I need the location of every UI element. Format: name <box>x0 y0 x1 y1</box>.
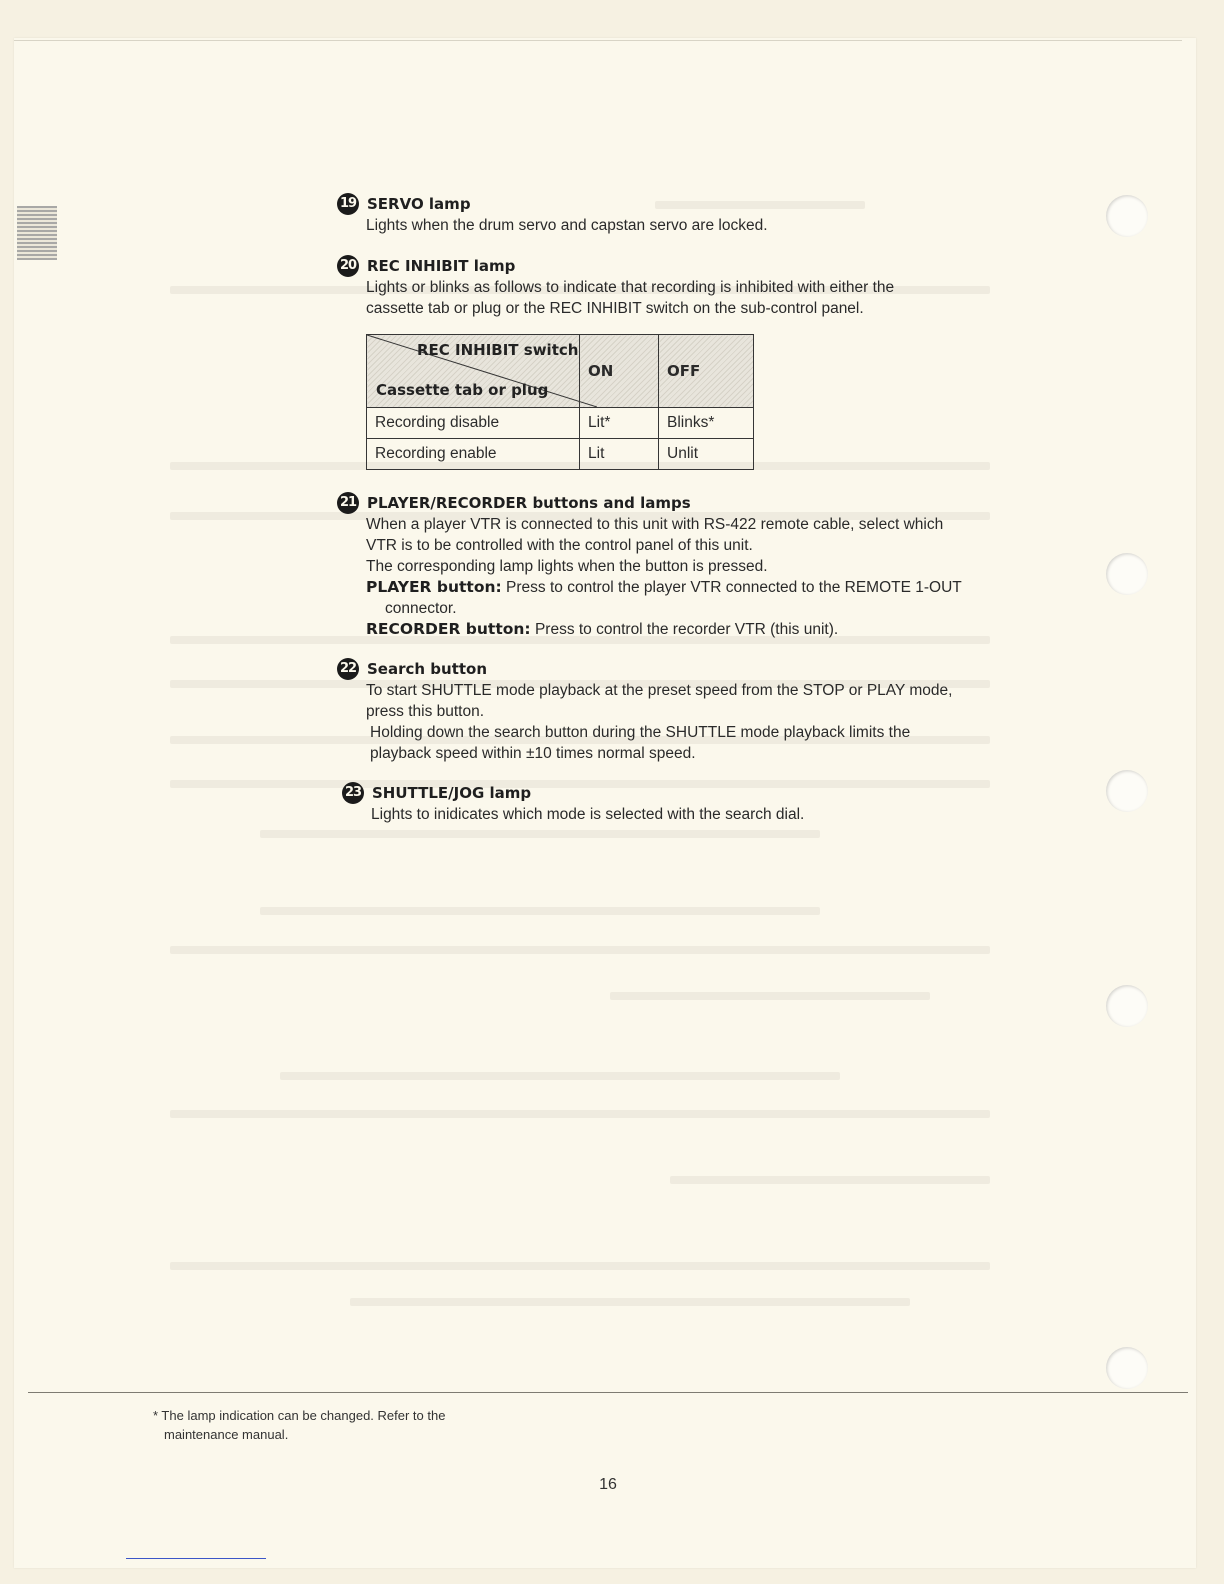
punch-hole <box>1106 195 1148 237</box>
bleedthrough-text <box>260 830 820 838</box>
switch-header: REC INHIBIT switch <box>417 341 579 359</box>
item-number-badge: 21 <box>337 492 359 514</box>
body-line: cassette tab or plug or the REC INHIBIT switch on the sub-control panel. <box>366 300 864 317</box>
search-button-section <box>337 658 1067 764</box>
item-number-badge: 23 <box>342 782 364 804</box>
bleedthrough-text <box>670 1176 990 1184</box>
bleedthrough-text <box>280 1072 840 1080</box>
player-recorder-section <box>337 492 1067 640</box>
cell-on: Lit* <box>580 408 659 439</box>
punch-hole <box>1106 770 1148 812</box>
body-line: playback speed within ±10 times normal speed. <box>370 745 696 762</box>
player-button-description <box>366 577 1067 598</box>
item-number-badge: 20 <box>337 255 359 277</box>
rec-inhibit-table <box>366 334 754 470</box>
cassette-header: Cassette tab or plug <box>376 381 549 399</box>
shuttle-jog-section <box>342 782 1072 825</box>
player-button-text: Press to control the player VTR connected to the REMOTE 1-OUT <box>501 579 962 596</box>
page-number: 16 <box>599 1476 617 1493</box>
section-title: PLAYER/RECORDER buttons and lamps <box>367 494 691 512</box>
bleedthrough-text <box>610 992 930 1000</box>
bleedthrough-text <box>170 1262 990 1270</box>
body-line: To start SHUTTLE mode playback at the preset speed from the STOP or PLAY mode, <box>366 682 953 699</box>
section-title: SHUTTLE/JOG lamp <box>372 784 532 802</box>
section-title: REC INHIBIT lamp <box>367 257 516 275</box>
body-line: Lights to inidicates which mode is selected with the search dial. <box>371 806 805 823</box>
recorder-button-description <box>366 619 1067 640</box>
punch-hole <box>1106 553 1148 595</box>
footnote-line: * The lamp indication can be changed. Refer to the <box>153 1408 446 1423</box>
section-title: Search button <box>367 660 488 678</box>
item-number-badge: 22 <box>337 658 359 680</box>
body-line: VTR is to be controlled with the control panel of this unit. <box>366 537 753 554</box>
body-line: connector. <box>385 600 457 617</box>
row-label: Recording enable <box>367 439 580 470</box>
item-number-badge: 19 <box>337 193 359 215</box>
body-line: Lights or blinks as follows to indicate that recording is inhibited with either the <box>366 279 895 296</box>
punch-hole <box>1106 1347 1148 1389</box>
rec-inhibit-section <box>337 255 1067 319</box>
footer-rule <box>28 1392 1188 1393</box>
table-row <box>367 439 754 470</box>
bleedthrough-text <box>260 907 820 915</box>
servo-lamp-section <box>337 193 1067 236</box>
body-line: The corresponding lamp lights when the button is pressed. <box>366 558 768 575</box>
body-line: press this button. <box>366 703 485 720</box>
player-button-label: PLAYER button: <box>366 578 502 596</box>
column-header-off: OFF <box>659 335 754 408</box>
table-corner-header <box>367 335 580 408</box>
cell-off: Blinks* <box>659 408 754 439</box>
row-label: Recording disable <box>367 408 580 439</box>
bleedthrough-text <box>350 1298 910 1306</box>
recorder-button-text: Press to control the recorder VTR (this unit). <box>530 621 839 638</box>
binder-marks <box>17 206 57 260</box>
footnote-line: maintenance manual. <box>164 1427 289 1442</box>
cell-off: Unlit <box>659 439 754 470</box>
body-line: Holding down the search button during the SHUTTLE mode playback limits the <box>370 724 911 741</box>
cell-on: Lit <box>580 439 659 470</box>
body-line: Lights when the drum servo and capstan servo are locked. <box>366 217 768 234</box>
top-rule <box>14 40 1182 41</box>
table-row <box>367 408 754 439</box>
punch-hole <box>1106 985 1148 1027</box>
section-title: SERVO lamp <box>367 195 471 213</box>
scan-artifact-line <box>126 1558 266 1559</box>
footnote <box>153 1406 573 1444</box>
body-line: When a player VTR is connected to this unit with RS-422 remote cable, select which <box>366 516 944 533</box>
bleedthrough-text <box>170 946 990 954</box>
bleedthrough-text <box>170 1110 990 1118</box>
column-header-on: ON <box>580 335 659 408</box>
recorder-button-label: RECORDER button: <box>366 620 531 638</box>
